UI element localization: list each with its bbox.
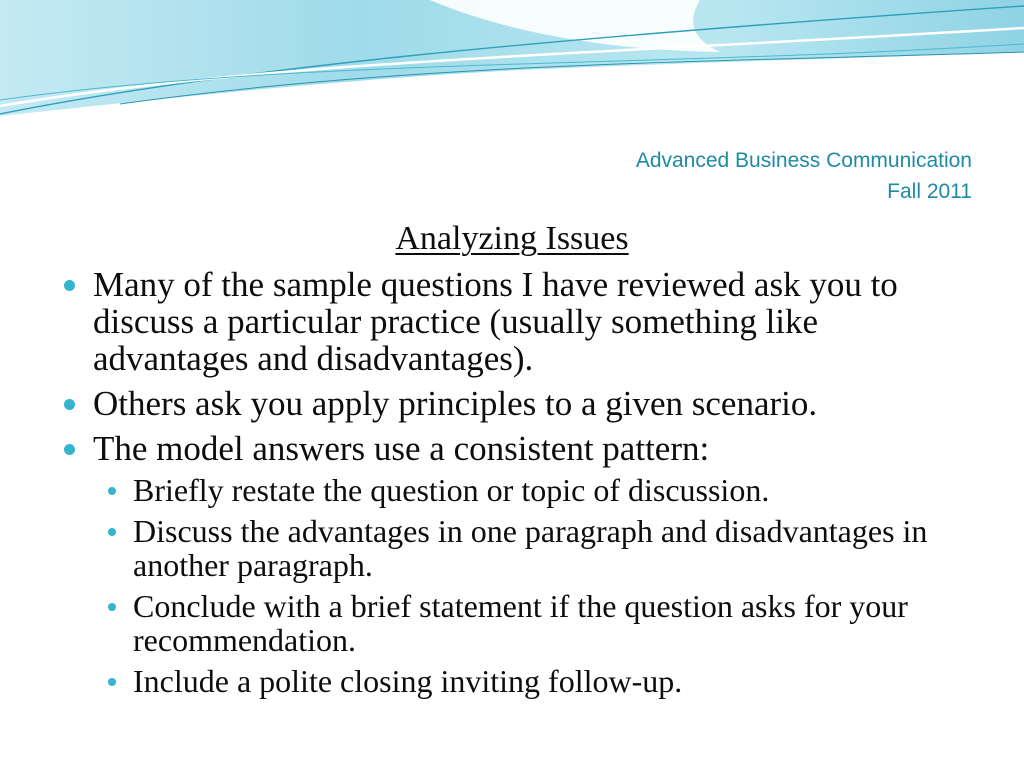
sub-bullet-icon (108, 603, 116, 611)
sub-bullet-item (133, 664, 963, 698)
course-header (636, 145, 972, 207)
sub-bullet-text: Conclude with a brief statement if the question asks for your recommendation. (133, 588, 908, 658)
sub-bullet-text: Briefly restate the question or topic of discussion. (133, 472, 770, 508)
sub-bullet-icon (108, 487, 116, 495)
header-wave-decoration (0, 0, 1024, 130)
course-term: Fall 2011 (887, 180, 972, 203)
sub-bullet-item (133, 514, 963, 582)
bullet-item (93, 430, 943, 698)
slide-heading (0, 219, 1024, 259)
bullet-icon (64, 399, 75, 410)
bullet-icon (64, 444, 75, 455)
bullet-text: Many of the sample questions I have reviewed ask you to discuss a particular practice (usually something like advantages and disadvantages). (93, 265, 898, 378)
sub-bullet-item (133, 473, 963, 507)
sub-bullet-text: Discuss the advantages in one paragraph and disadvantages in another paragraph. (133, 513, 928, 583)
sub-bullet-item (133, 589, 963, 657)
bullet-icon (64, 280, 75, 291)
bullet-list (93, 266, 943, 698)
bullet-item (93, 385, 943, 422)
sub-bullet-icon (108, 528, 116, 536)
sub-bullet-list (133, 473, 963, 698)
sub-bullet-text: Include a polite closing inviting follow-up. (133, 663, 683, 699)
bullet-text: The model answers use a consistent pattern: (93, 429, 710, 468)
bullet-text: Others ask you apply principles to a given scenario. (93, 384, 818, 423)
course-title: Advanced Business Communication (635, 149, 972, 172)
sub-bullet-icon (108, 678, 116, 686)
slide-heading-text: Analyzing Issues (395, 220, 629, 257)
bullet-item (93, 266, 943, 377)
